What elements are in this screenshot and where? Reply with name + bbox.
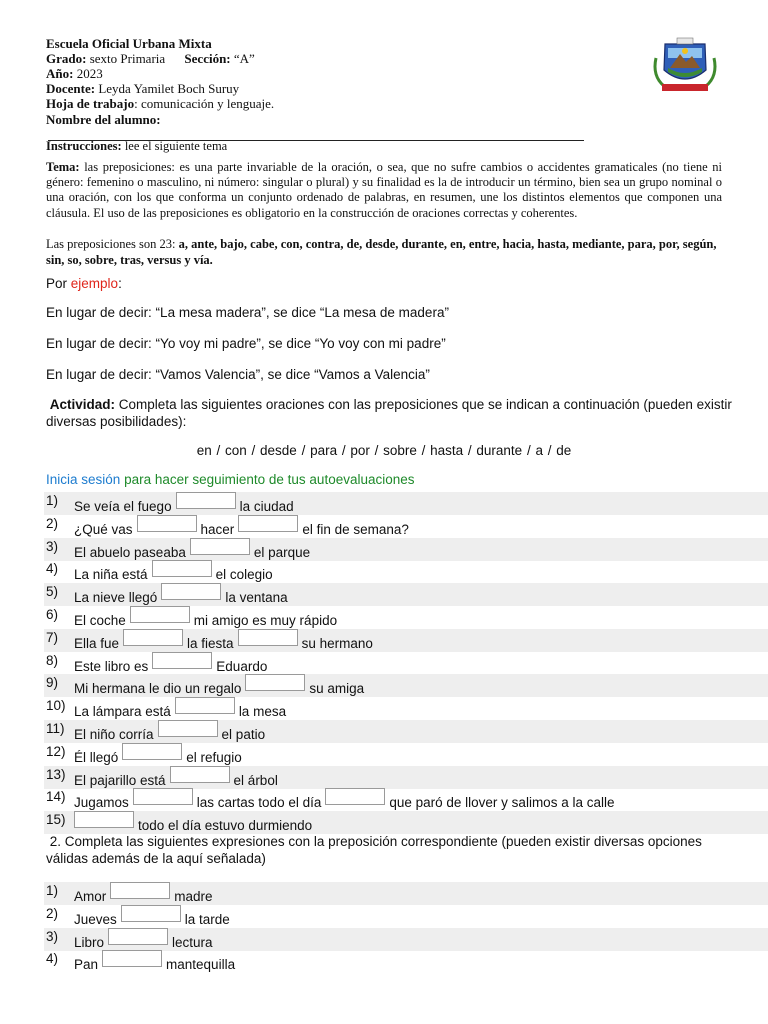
instructions (46, 139, 227, 154)
answer-input[interactable] (245, 674, 305, 691)
grade-label: Grado: (46, 51, 87, 66)
expression-text: madre (174, 889, 213, 904)
prepositions-paragraph (46, 237, 726, 268)
expression-row-3 (44, 928, 768, 951)
answer-input[interactable] (74, 811, 134, 828)
school-crest-icon (650, 36, 720, 98)
sentence-number: 15) (46, 812, 66, 828)
sentence-text: la ciudad (239, 499, 294, 514)
sheet-label: Hoja de trabajo (46, 96, 135, 111)
sentence-text: su amiga (309, 681, 365, 697)
answer-input[interactable] (238, 629, 298, 646)
sentence-row-14 (44, 788, 768, 811)
sentence-row-5 (44, 583, 768, 606)
sentence-row-9 (44, 674, 768, 697)
expression-text: Pan (74, 957, 99, 973)
sentence-row-10 (44, 697, 768, 720)
login-text: para hacer seguimiento de tus autoevaluaciones (124, 472, 415, 487)
sentence-text: hacer (200, 521, 235, 537)
worksheet-header (46, 36, 274, 111)
ejemplo-text: ejemplo (70, 276, 119, 291)
section-2-instructions (46, 834, 736, 867)
sentence-text: La nieve llegó (74, 590, 158, 606)
sentence-text: Este libro es (74, 658, 149, 674)
sentence-number: 6) (46, 607, 59, 622)
sentence-text: Él llegó (74, 749, 119, 765)
sentence-number: 12) (46, 743, 66, 759)
sentence-sentence (74, 702, 286, 719)
sentence-number: 4) (46, 561, 59, 577)
sentence-number: 3) (46, 538, 59, 554)
sentence-text: ¿Qué vas (74, 521, 133, 537)
sentence-text: El niño corría (74, 727, 154, 742)
expression-row-4 (44, 950, 768, 973)
sentence-row-15 (44, 811, 768, 834)
sentence-number: 5) (46, 584, 59, 600)
sentence-text: El coche (74, 613, 126, 628)
expression-text: Amor (74, 889, 107, 904)
instructions-text: lee el siguiente tema (124, 139, 228, 153)
expression-number: 4) (46, 951, 59, 967)
sentence-number: 2) (46, 515, 59, 531)
sentence-number: 1) (46, 493, 59, 508)
activity-instructions (46, 396, 736, 430)
sentence-sentence (74, 725, 265, 742)
section-2-text: 2. Completa las siguientes expresiones con la preposición correspondiente (pueden existir diversas opciones válidas además de la aquí señalada) (46, 834, 702, 866)
answer-input[interactable] (325, 788, 385, 805)
sentence-text: El pajarillo está (74, 772, 166, 788)
answer-input[interactable] (133, 788, 193, 805)
answer-input[interactable] (152, 560, 212, 577)
sentence-row-12 (44, 743, 768, 766)
sentence-text: el colegio (215, 567, 273, 583)
example-1: En lugar de decir: “La mesa madera”, se dice “La mesa de madera” (46, 305, 449, 320)
sentence-number: 9) (46, 675, 59, 691)
year-value: 2023 (76, 66, 103, 81)
instructions-label: Instrucciones: (46, 139, 122, 153)
sentence-sentence (74, 748, 242, 765)
sentence-text: El abuelo paseaba (74, 544, 186, 560)
sentence-text: el árbol (233, 772, 278, 788)
expression-text: mantequilla (166, 957, 236, 973)
answer-input[interactable] (170, 766, 230, 783)
grade-value: sexto Primaria (89, 51, 166, 66)
sentence-text: el fin de semana? (302, 521, 409, 537)
year-label: Año: (46, 66, 74, 81)
sentence-number: 13) (46, 766, 66, 782)
sentence-text: el refugio (186, 749, 242, 765)
sentence-text: mi amigo es muy rápido (193, 613, 338, 628)
sentence-row-1 (44, 492, 768, 515)
sentence-sentence (74, 634, 373, 651)
login-link[interactable]: Inicia sesión (46, 472, 121, 487)
expression-number: 1) (46, 883, 59, 898)
sentence-number: 7) (46, 629, 59, 645)
answer-input[interactable] (158, 720, 218, 737)
sentence-text: Ella fue (74, 635, 120, 651)
answer-input[interactable] (121, 905, 181, 922)
sentence-row-7 (44, 629, 768, 652)
prepositions-intro: Las preposiciones son 23: (46, 237, 176, 251)
sentence-text: La lámpara está (74, 704, 171, 720)
expression-sentence (74, 955, 235, 972)
login-prompt (46, 472, 415, 487)
sentence-text: Jugamos (74, 795, 129, 811)
sentence-text: Eduardo (216, 658, 268, 674)
answer-input[interactable] (176, 492, 236, 509)
expression-sentence (74, 910, 230, 927)
sentence-text: la mesa (238, 704, 287, 720)
sentence-number: 10) (46, 698, 66, 714)
sentence-sentence (74, 611, 337, 628)
answer-input[interactable] (108, 928, 168, 945)
activity-text: Completa las siguientes oraciones con las preposiciones que se indican a continuación (pueden existir diversas posibilidades): (46, 397, 732, 429)
sentence-sentence (74, 657, 267, 674)
sentence-text: el patio (221, 727, 266, 742)
expression-sentence (74, 887, 213, 904)
tema-paragraph (46, 160, 722, 221)
answer-input[interactable] (152, 652, 212, 669)
tema-text: las preposiciones: es una parte invariable de la oración, o sea, que no sufre cambios o accidentes gramaticales (no tiene ni género: femenino o masculino, ni número: singular o plural) y su finalidad es la de introducir un término, bien sea un grupo nominal o una oración, con los que conforma un conjunto ordenado de palabras, en resumen, une los distintos elementos que componen una cláusula. El uso de las preposiciones es obligatorio en la construcción de oraciones correctas y coherentes. (46, 160, 723, 220)
answer-input[interactable] (175, 697, 235, 714)
sentence-text: La niña está (74, 567, 148, 583)
expression-text: Libro (74, 934, 105, 950)
answer-input[interactable] (110, 882, 170, 899)
sentence-text: que paró de llover y salimos a la calle (389, 795, 615, 811)
teacher-label: Docente: (46, 81, 96, 96)
expression-text: la tarde (184, 911, 230, 927)
answer-input[interactable] (130, 606, 190, 623)
example-3: En lugar de decir: “Vamos Valencia”, se dice “Vamos a Valencia” (46, 367, 430, 382)
answer-input[interactable] (123, 629, 183, 646)
expression-row-1 (44, 882, 768, 905)
sentence-sentence (74, 771, 278, 788)
sentence-sentence (74, 497, 294, 514)
sentence-number: 8) (46, 652, 59, 668)
sentence-text: la fiesta (187, 635, 234, 651)
sentence-row-4 (44, 560, 768, 583)
sentence-text: Se veía el fuego (74, 499, 172, 514)
sentence-row-2 (44, 515, 768, 538)
school-name: Escuela Oficial Urbana Mixta (46, 36, 212, 51)
answer-input[interactable] (102, 950, 162, 967)
sentence-number: 11) (46, 721, 65, 736)
sentence-text: su hermano (301, 635, 373, 651)
section-value: “A” (233, 51, 255, 66)
sheet-value: : comunicación y lenguaje. (134, 96, 275, 111)
expression-sentence (74, 933, 213, 950)
answer-input[interactable] (122, 743, 182, 760)
examples-heading (46, 276, 122, 291)
tema-label: Tema: (46, 160, 80, 174)
sentence-sentence (74, 679, 364, 696)
answer-input[interactable] (137, 515, 197, 532)
sentence-row-3 (44, 538, 768, 561)
expression-row-2 (44, 905, 768, 928)
sentence-sentence (74, 543, 310, 560)
sentence-sentence (74, 588, 288, 605)
section-label: Sección: (184, 51, 231, 66)
sentence-number: 14) (46, 789, 66, 805)
student-name-label: Nombre del alumno: (46, 112, 161, 127)
expression-number: 2) (46, 905, 59, 921)
sentence-sentence (74, 793, 614, 810)
sentence-row-11 (44, 720, 768, 743)
expression-text: lectura (172, 934, 213, 950)
answer-input[interactable] (238, 515, 298, 532)
expression-text: Jueves (74, 911, 117, 927)
answer-input[interactable] (161, 583, 221, 600)
activity-label: Actividad: (49, 397, 116, 412)
expression-number: 3) (46, 928, 59, 944)
sentence-text: las cartas todo el día (196, 795, 322, 811)
answer-input[interactable] (190, 538, 250, 555)
sentence-sentence (74, 816, 312, 833)
sentence-sentence (74, 520, 409, 537)
prepositions-list: a, ante, bajo, cabe, con, contra, de, desde, durante, en, entre, hacia, hasta, mediante, para, por, según, sin, so, sobre, tras, versus y vía. (46, 237, 717, 267)
sentence-row-6 (44, 606, 768, 629)
teacher-value: Leyda Yamilet Boch Suruy (98, 81, 240, 96)
sentence-text: la ventana (225, 590, 288, 606)
sentence-text: Mi hermana le dio un regalo (74, 681, 242, 697)
sentence-row-13 (44, 766, 768, 789)
sentence-text: el parque (253, 544, 311, 560)
preposition-word-list: en / con / desde / para / por / sobre / hasta / durante / a / de (196, 443, 572, 458)
sentence-row-8 (44, 652, 768, 675)
example-2: En lugar de decir: “Yo voy mi padre”, se dice “Yo voy con mi padre” (46, 336, 446, 351)
sentence-text: todo el día estuvo durmiendo (138, 818, 313, 834)
sentence-sentence (74, 565, 273, 582)
colon-text: : (118, 276, 122, 291)
por-text: Por (46, 276, 68, 291)
